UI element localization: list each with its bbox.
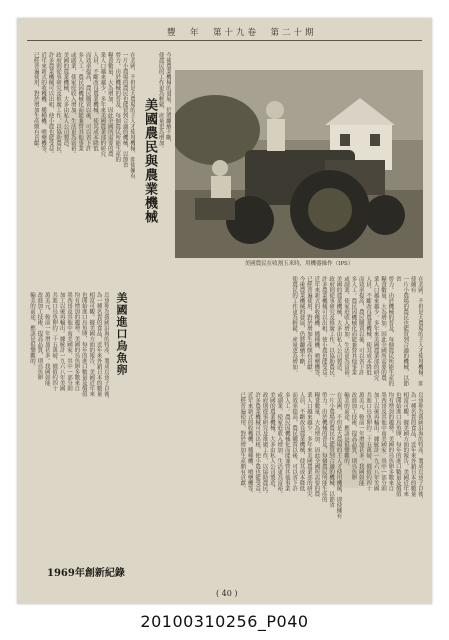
- paragraph: 而效率提高，農民購置以後，可以省下許: [84, 52, 91, 151]
- article-1-body-right: [157, 52, 171, 242]
- paragraph: 也開始進口烏魚卵，每年的進口數量及價值: [394, 392, 401, 497]
- paragraph: 近年來新式的收穫機、播種機、噴藥機等，: [40, 52, 47, 157]
- paragraph: 或副業，使家庭收入增加，生活更為富裕。: [342, 276, 349, 381]
- paragraph: 人員，不斷改良農業機械，使其成本降低: [365, 276, 372, 375]
- paragraph: 勞力。由於機械的普及，每個農民所能生產的: [320, 392, 327, 502]
- article-title-mullet-roe: 美國進口烏魚卵: [115, 292, 128, 376]
- paragraph: 在美國，不但是大農場的主人才使用機械，即使擁有: [409, 276, 423, 386]
- paragraph: 許多農業機械可以出租，使小農也能受益。: [320, 276, 327, 381]
- paragraph: 為一種名貴的食品，近年來外銷日本的數量: [95, 292, 102, 397]
- paragraph: 也開始進口烏魚卵，每年的進口數量及價值: [80, 292, 87, 397]
- paragraph: 為一種名貴的食品，近年來外銷日本的數量: [409, 392, 416, 497]
- paragraph: 勞力。由於機械的普及，每個農民所能生產的: [114, 52, 121, 162]
- paragraph: 美國的農業機械，大多由私人公司製造，: [62, 52, 69, 151]
- article-2-body-right: [129, 392, 423, 554]
- paragraph: 許多農業機械可以出租，使小農也能受益。: [47, 52, 54, 157]
- paragraph: 美國的農業機械，大多由私人公司製造，: [268, 392, 275, 491]
- paragraph: 已經普遍使用，對於增加生產頗有貢獻。: [305, 276, 312, 375]
- paragraph: 共進口烏魚卵約二十五萬磅，價值約四十: [365, 392, 372, 491]
- paragraph: 相當可觀。據美國方面的報告，美國近年來: [402, 392, 409, 497]
- magazine-page: [17, 18, 432, 604]
- paragraph: 一片小農場的農民也能買到合適的機械，以節省: [394, 276, 409, 386]
- paragraph: 多人工。農民因機械化而能兼營其他事業: [350, 276, 357, 375]
- paragraph: 政府則從事研究及推廣工作，以協助農民。: [261, 392, 268, 497]
- paragraph: 而效率提高，農民購置以後，可以省下許: [291, 392, 298, 491]
- paragraph: 烏魚卵為我國沿海的特產，製成烏魚子以後，: [103, 292, 109, 402]
- next-article-heading: 1969年創新紀錄: [47, 568, 125, 579]
- paragraph: 使農民的工作更為輕鬆，產量更為增加。: [157, 52, 164, 151]
- paragraph: 一片小農場的農民也能買到合適的機械，以節省: [121, 52, 128, 168]
- header-rule: [27, 40, 422, 41]
- paragraph: 墨西哥及其他中南美國家，其中一部分則: [65, 292, 72, 391]
- paragraph: 在美國，不但是大農場的主人才使用機械，即使擁有: [335, 392, 342, 519]
- page-header: 豐 年 第十九卷 第二十期: [167, 28, 317, 38]
- paragraph: 政府則從事研究及推廣工作，以協助農民。: [54, 52, 61, 157]
- paragraph: 烏魚卵為我國沿海的特產，製成烏魚子以後，: [417, 392, 423, 502]
- paragraph: 多人工。農民因機械化而能兼營其他事業: [283, 392, 290, 491]
- article-title-farm-machinery: 美國農民與農業機械: [142, 98, 157, 224]
- paragraph: 人員，不斷改良農業機械，使其成本降低: [298, 392, 305, 491]
- paragraph: 加工以後再輸出。據統計一九六八年美國: [372, 392, 379, 491]
- paragraph: 糧食數量，大為增加，因此全國所需要的農: [106, 52, 113, 157]
- paragraph: 今後農業機械的發展，仍將繼續不斷，: [165, 52, 171, 146]
- paragraph: 許多農業機械可以出租，使小農也能受益。: [254, 392, 261, 497]
- paragraph: 人員，不斷改良農業機械，使其成本降低: [91, 52, 98, 151]
- paragraph: 美國的農業機械，大多由私人公司製造，: [335, 276, 342, 375]
- paragraph: 今後農業機械的發展，仍將繼續不斷，: [298, 276, 305, 370]
- paragraph: 均有增加的趨勢。美國的烏魚卵多數來自: [73, 292, 80, 391]
- paragraph: 勞力。由於機械的普及，每個農民所能生產的: [387, 276, 394, 386]
- paragraph: 或副業，使家庭收入增加，生活更為富裕。: [69, 52, 76, 157]
- paragraph: 輸美的前途，應該是很樂觀的。: [28, 292, 35, 369]
- article-2-body-left: [27, 292, 109, 548]
- paragraph: 均有增加的趨勢。美國的烏魚卵多數來自: [387, 392, 394, 491]
- paragraph: 使農民的工作更為輕鬆，產量更為增加。: [291, 276, 298, 375]
- paragraph: 業人口越來越少。多年來美國農業部的研究: [99, 52, 106, 157]
- paragraph: 萬美元，較前一年增加甚多。我國如能: [43, 292, 50, 386]
- article-1-body-upper: [27, 52, 135, 290]
- paragraph: 業人口越來越少。多年來美國農業部的研究: [372, 276, 379, 381]
- paragraph: 改進加工技術，提高品質，則烏魚卵: [350, 392, 357, 480]
- paragraph: 加工以後再輸出。據統計一九六八年美國: [58, 292, 65, 391]
- tractor-photo-image: [175, 70, 423, 258]
- paragraph: 糧食數量，大為增加，因此全國所需要的農: [379, 276, 386, 381]
- paragraph: 輸美的前途，應該是很樂觀的。: [342, 392, 349, 469]
- paragraph: 一片小農場的農民也能買到合適的機械，以節省: [328, 392, 335, 508]
- page-number: ( 40 ): [216, 589, 238, 598]
- paragraph: 相當可觀。據美國方面的報告，美國近年來: [88, 292, 95, 397]
- paragraph: 墨西哥及其他中南美國家，其中一部分則: [379, 392, 386, 491]
- archive-filename: 20100310256_P040: [140, 612, 309, 631]
- paragraph: 共進口烏魚卵約二十五萬磅，價值約四十: [51, 292, 58, 391]
- photo-caption: 美國農民在收割玉米時，用機器操作（IPS）: [244, 261, 354, 267]
- tractor-photo: [175, 70, 423, 258]
- article-1-body-lower: [157, 276, 423, 386]
- paragraph: 或副業，使家庭收入增加，生活更為富裕。: [276, 392, 283, 497]
- paragraph: 政府則從事研究及推廣工作，以協助農民。: [328, 276, 335, 381]
- paragraph: 已經普遍使用，對於增加生產頗有貢獻。: [239, 392, 246, 491]
- paragraph: 糧食數量，大為增加，因此全國所需要的農: [313, 392, 320, 497]
- paragraph: 在美國，不但是大農場的主人才使用機械，即使擁有: [129, 52, 135, 179]
- paragraph: 已經普遍使用，對於增加生產頗有貢獻。: [32, 52, 39, 151]
- paragraph: 而效率提高，農民購置以後，可以省下許: [357, 276, 364, 375]
- paragraph: 改進加工技術，提高品質，則烏魚卵: [36, 292, 43, 380]
- paragraph: 多人工。農民因機械化而能兼營其他事業: [77, 52, 84, 151]
- paragraph: 萬美元，較前一年增加甚多。我國如能: [357, 392, 364, 486]
- paragraph: 近年來新式的收穫機、播種機、噴藥機等，: [246, 392, 253, 497]
- paragraph: 業人口越來越少。多年來美國農業部的研究: [305, 392, 312, 497]
- paragraph: 近年來新式的收穫機、播種機、噴藥機等，: [313, 276, 320, 381]
